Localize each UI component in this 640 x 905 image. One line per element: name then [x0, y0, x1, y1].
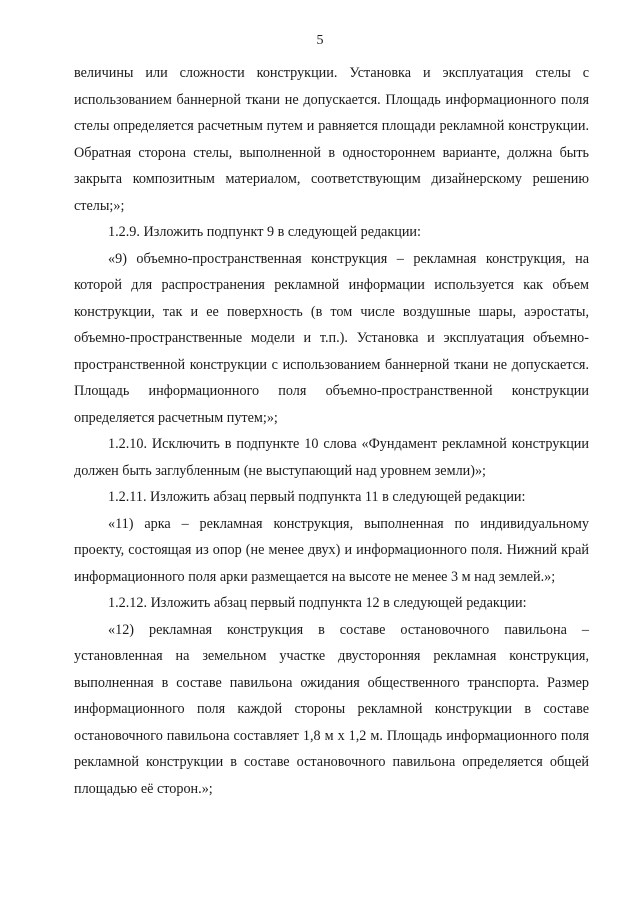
paragraph-item-1-2-9: 1.2.9. Изложить подпункт 9 в следующей редакции: — [108, 224, 421, 240]
document-body — [74, 60, 589, 802]
paragraph-subitem-9-text: «9) объемно-пространственная конструкция – рекламная конструкция, на которой для распространения рекламной информации используется как объем конструкции, так и ее поверхность (в том числе воздушные шары, аэростаты, объемно-пространственные модели и т.п.). Установка и эксплуатация объемно-пространственной конструкции с использованием баннерной ткани не допускается. Площадь информационного поля объемно-пространственной конструкции определяется расчетным путем;»; — [74, 250, 589, 426]
page-number: 5 — [316, 33, 324, 48]
paragraph-subitem-11-text: «11) арка – рекламная конструкция, выполненная по индивидуальному проекту, состоящая из опор (не менее двух) и информационного поля. Нижний край информационного поля арки размещается на высоте не менее 3 м над землей.»; — [74, 515, 589, 585]
paragraph-item-1-2-10: 1.2.10. Исключить в подпункте 10 слова «Фундамент рекламной конструкции должен быть заглубленным (не выступающий над уровнем земли)»; — [74, 436, 589, 479]
paragraph-item-1-2-11: 1.2.11. Изложить абзац первый подпункта 11 в следующей редакции: — [108, 489, 526, 505]
paragraph-continuation: величины или сложности конструкции. Установка и эксплуатация стелы с использованием баннерной ткани не допускается. Площадь информационного поля стелы определяется расчетным путем и равняется площади рекламной конструкции. Обратная сторона стелы, выполненной в одностороннем варианте, должна быть закрыта композитным материалом, соответствующим дизайнерскому решению стелы;»; — [74, 65, 589, 214]
paragraph-item-1-2-12: 1.2.12. Изложить абзац первый подпункта 12 в следующей редакции: — [108, 595, 527, 611]
paragraph-subitem-12-text: «12) рекламная конструкция в составе остановочного павильона – установленная на земельном участке двусторонняя рекламная конструкция, выполненная в составе павильона ожидания общественного транспорта. Размер информационного поля каждой стороны рекламной конструкции в составе остановочного павильона составляет 1,8 м х 1,2 м. Площадь информационного поля рекламной конструкции в составе остановочного павильона определяется общей площадью её сторон.»; — [74, 621, 589, 797]
